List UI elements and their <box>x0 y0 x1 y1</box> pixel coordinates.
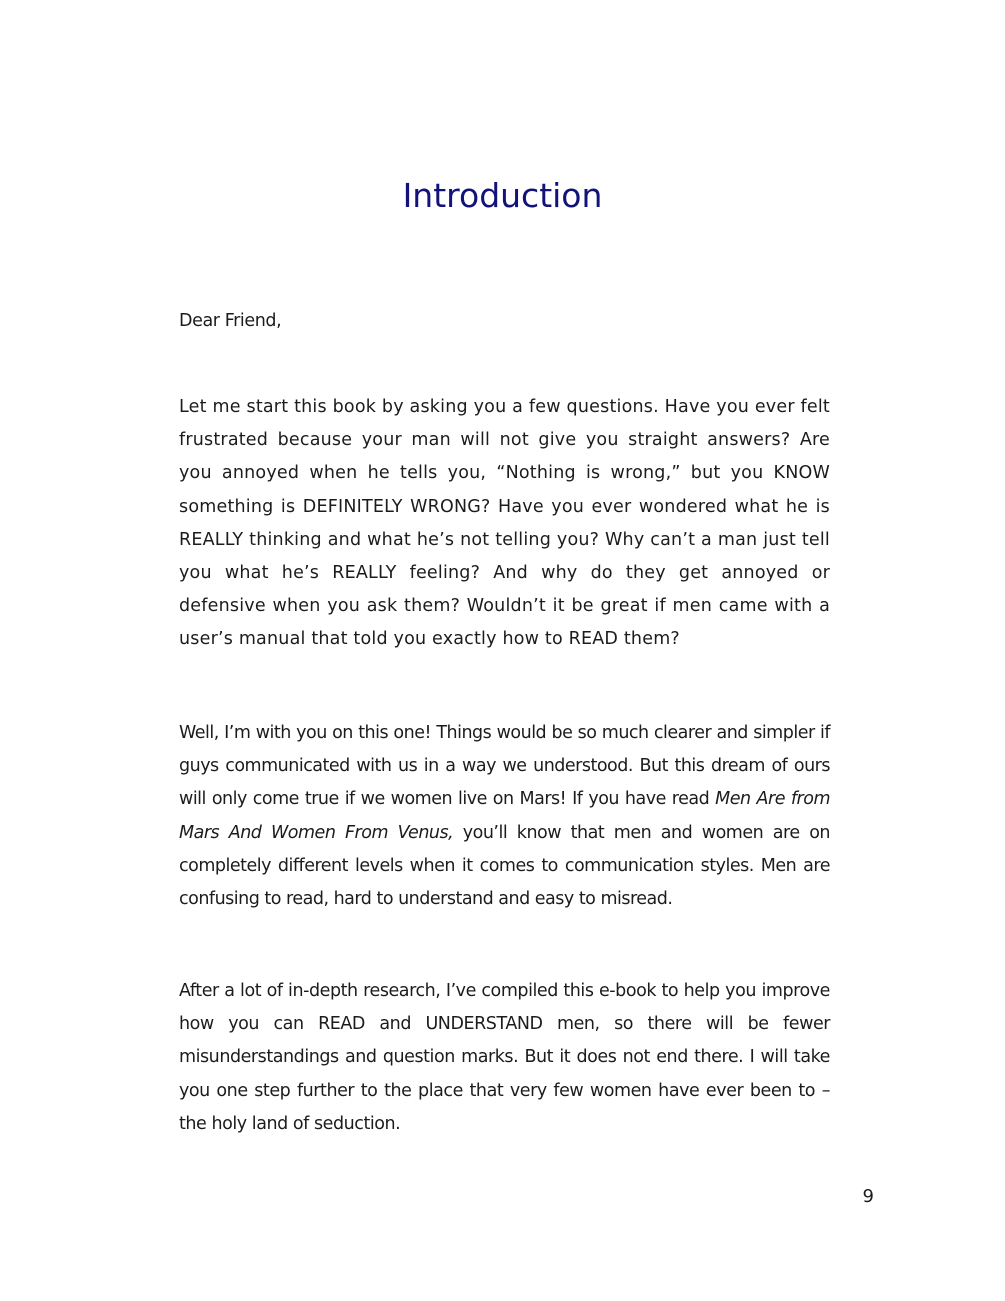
page-title: Introduction <box>402 176 603 215</box>
paragraph-2 <box>179 717 830 916</box>
paragraph-2-text-before: Well, I’m with you on this one! Things would be so much clearer and simpler if guys communicated with us in a way we understood. But this dream of ours will only come true if we women live on Mars! If you have read <box>179 723 830 810</box>
salutation: Dear Friend, <box>179 311 282 331</box>
paragraph-1: Let me start this book by asking you a few questions. Have you ever felt frustrated because your man will not give you straight answers? Are you annoyed when he tells you, “Nothing is wrong,” but you KNOW something is DEFINITELY WRONG? Have you ever wondered what he is REALLY thinking and what he’s not telling you? Why can’t a man just tell you what he’s REALLY feeling? And why do they get annoyed or defensive when you ask them? Wouldn’t it be great if men came with a user’s manual that told you exactly how to READ them? <box>179 397 830 650</box>
book-title: Men Are from Mars And Women From Venus, <box>179 789 830 843</box>
paragraph-3: After a lot of in-depth research, I’ve compiled this e-book to help you improve how you can READ and UNDERSTAND men, so there will be fewer misunderstandings and question marks. But it does not end there. I will take you one step further to the place that very few women have ever been to – the holy land of seduction. <box>179 981 830 1134</box>
paragraph-2-text-after: you’ll know that men and women are on completely different levels when it comes to communication styles. Men are confusing to read, hard to understand and easy to misread. <box>179 822 830 910</box>
page-number: 9 <box>862 1186 874 1207</box>
